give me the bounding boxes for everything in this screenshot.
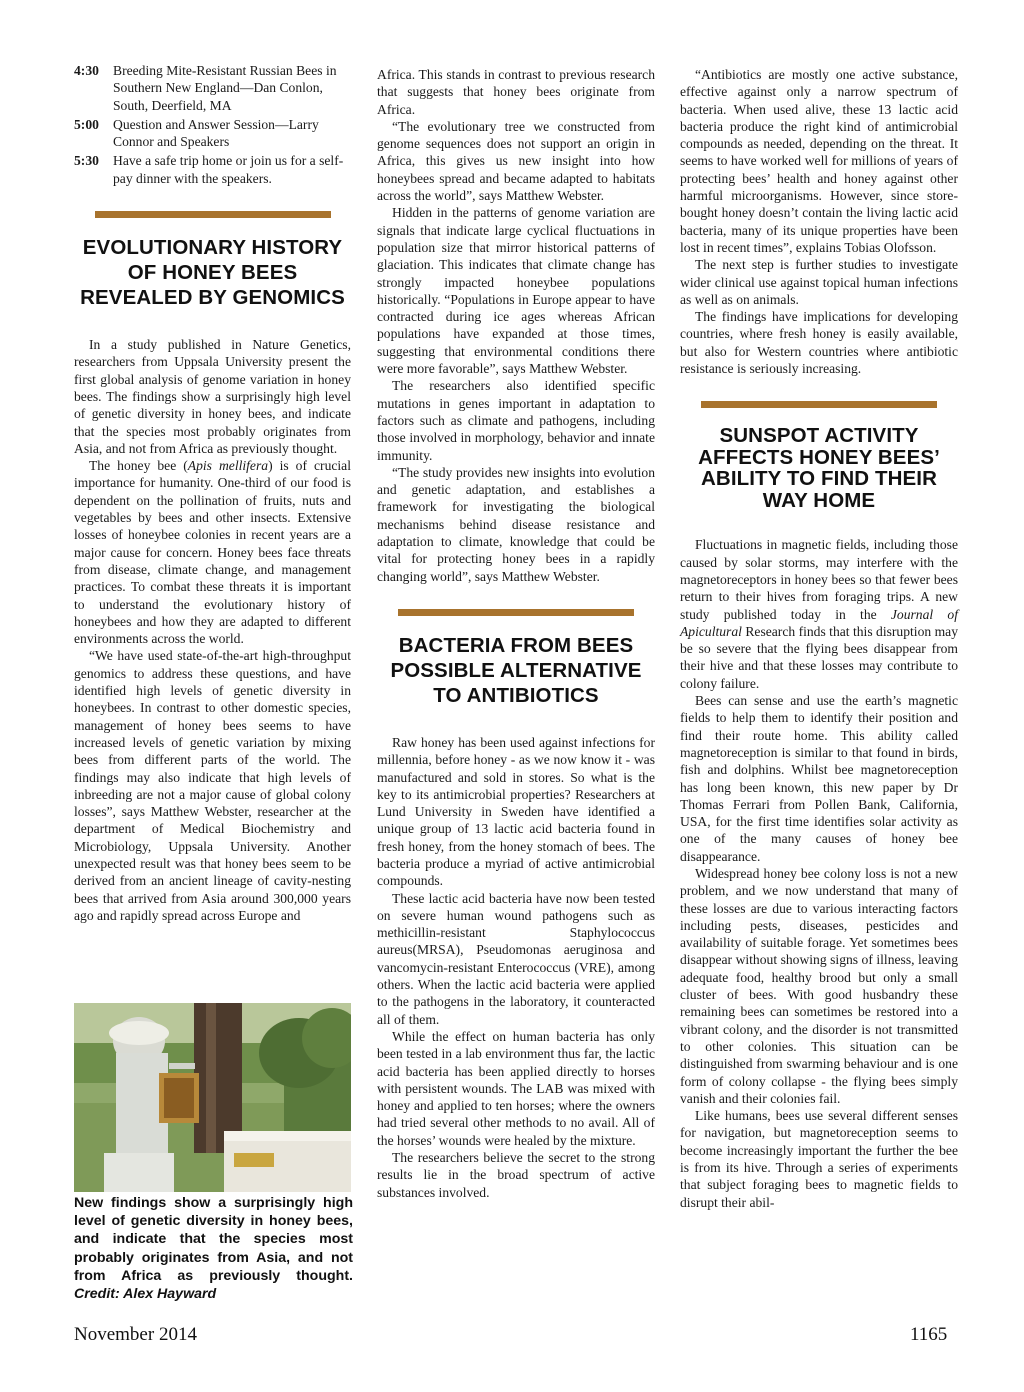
article-body-bacteria bbox=[377, 734, 655, 1201]
photo-caption bbox=[74, 1194, 353, 1303]
paragraph: Fluctuations in magnetic fields, including those caused by solar storms, may interfere with the magnetoreceptors in honey bees so that fewer bees return to their hives from foraging trips. A new study published today in the Journal of Apicultural Research finds that this disruption may be so severe that the flying bees disappear from their hive and that these losses may contribute to colony failure. bbox=[680, 537, 958, 691]
paragraph: Widespread honey bee colony loss is not a new problem, and we now understand that many of these losses are due to various interacting factors including pests, diseases, pesticides and availability of suitable forage. Yet sometimes bees disappear without showing signs of illness, leaving adequate food, healthy brood but only a small cluster of bees. With good husbandry these remaining bees can sometimes be restored into a vibrant colony, and the disorder is not transmitted to other colonies. This situation can be distinguished from swarming behaviour and is one form of colony collapse - the flying bees simply vanish and their colonies fail. bbox=[680, 865, 958, 1106]
page-number: 1165 bbox=[910, 1324, 948, 1345]
paragraph: Raw honey has been used against infections for millennia, before honey - as we now know it - was manufactured and sold in stores. So what is the key to its antimicrobial properties? Researchers at Lund University in Sweden have identified a unique group of 13 lactic acid bacteria found in fresh honey, from the honey stomach of bees. The bacteria produce a myriad of active antimicrobial compounds. bbox=[377, 734, 655, 889]
column-right bbox=[680, 66, 958, 1211]
schedule-time: 5:00 bbox=[74, 116, 99, 132]
paragraph: The next step is further studies to investigate wider clinical use against topical human infections as well as on animals. bbox=[680, 257, 958, 307]
paragraph: Hidden in the patterns of genome variation are signals that indicate large cyclical fluctuations in population size that mirror historical patterns of glaciation. This indicates that climate change has strongly impacted honeybee populations historically. “Populations in Europe appear to have contracted during ice ages whereas African populations have expanded at those times, suggesting that environmental conditions there were more favorable”, says Matthew Webster. bbox=[377, 205, 655, 377]
schedule-list bbox=[74, 62, 351, 187]
paragraph: “The evolutionary tree we constructed from genome sequences does not support an origin in Africa, this gives us new insight into how honeybees spread and became adapted to habitats across the world”, says Matthew Webster. bbox=[377, 118, 655, 204]
schedule-text: Question and Answer Session—Larry Connor and Speakers bbox=[113, 116, 319, 150]
schedule-text: Breeding Mite-Resistant Russian Bees in Southern New England—Dan Conlon, South, Deerfield, MA bbox=[113, 63, 337, 113]
schedule-text: Have a safe trip home or join us for a self-pay dinner with the speakers. bbox=[113, 153, 344, 186]
paragraph: In a study published in Nature Genetics, researchers from Uppsala University present the first global analysis of genome variation in honey bees. The findings show a surprisingly high level of genetic diversity in honey bees, and indicate that the species most probably originates from Asia, and not from Africa as previously thought. bbox=[74, 337, 351, 456]
paragraph: “Antibiotics are mostly one active substance, effective against only a narrow spectrum of bacteria. When used alive, these 13 lactic acid bacteria produce the right kind of antimicrobial compounds as needed, depending on the threat. It seems to have worked well for millions of years of protecting bees’ health and honey against other harmful microorganisms. However, since store-bought honey doesn’t contain the living lactic acid bacteria, many of its unique properties have been lost in recent times”, explains Tobias Olofsson. bbox=[680, 67, 958, 255]
column-middle bbox=[377, 66, 655, 1201]
paragraph: “We have used state-of-the-art high-throughput genomics to address these questions, and have identified high levels of genetic diversity in honeybees. In contrast to other domestic species, management of honey bees seems to have increased levels of genetic variation by mixing bees from different parts of the world. The findings may also indicate that high levels of inbreeding are not a major cause of global colony losses”, says Matthew Webster, researcher at the department of Medical Biochemistry and Microbiology, Uppsala University. Another unexpected result was that honey bees seem to be derived from an ancient lineage of cavity-nesting bees that arrived from Asia around 300,000 years ago and rapidly spread across Europe and bbox=[74, 648, 351, 923]
article-title-bacteria: BACTERIA FROM BEES POSSIBLE ALTERNATIVE TO ANTIBIOTICS bbox=[390, 633, 642, 707]
paragraph: The researchers also identified specific mutations in genes important in adaptation to factors such as climate and pathogens, including those involved in morphology, behavior and innate immunity. bbox=[377, 378, 655, 463]
paragraph: The researchers believe the secret to the strong results lie in the broad spectrum of active substances involved. bbox=[377, 1150, 655, 1200]
paragraph: Africa. This stands in contrast to previous research that suggests that honey bees originate from Africa. bbox=[377, 67, 655, 117]
column-left bbox=[74, 62, 351, 924]
section-divider bbox=[398, 609, 634, 616]
schedule-item bbox=[74, 152, 351, 187]
journal-name: Journal of Apicultural bbox=[680, 606, 958, 639]
paragraph: The honey bee (Apis mellifera) is of crucial importance for humanity. One-third of our food is dependent on the pollination of fruits, nuts and vegetables by bees and other insects. Extensive losses of honeybee colonies in recent years are a major cause for concern. Honey bees face threats from disease, climate change, and management practices. To combat these threats it is important to understand the evolutionary history of honeybees and how they are adapted to different environments across the world. bbox=[74, 458, 351, 647]
article-title-evolutionary-history: EVOLUTIONARY HISTORY OF HONEY BEES REVEALED BY GENOMICS bbox=[80, 236, 345, 310]
species-name: Apis mellifera bbox=[187, 458, 269, 474]
section-divider bbox=[701, 401, 937, 408]
article-body-sunspot bbox=[680, 536, 958, 1211]
paragraph: The findings have implications for developing countries, where fresh honey is easily available, but also for Western countries where antibiotic resistance is seriously increasing. bbox=[680, 309, 958, 377]
schedule-item bbox=[74, 116, 351, 151]
section-divider bbox=[95, 211, 331, 218]
beekeeper-photo bbox=[74, 1003, 351, 1192]
paragraph: Like humans, bees use several different senses for navigation, but magnetoreception seems to become increasingly important the further the bee is from its hive. Through a series of experiments that subject foraging bees to magnetic fields to disrupt their abil- bbox=[680, 1108, 958, 1210]
article-title-sunspot: SUNSPOT ACTIVITY AFFECTS HONEY BEES’ ABILITY TO FIND THEIR WAY HOME bbox=[698, 424, 940, 512]
article-body-evolutionary-history bbox=[74, 336, 351, 924]
paragraph: Bees can sense and use the earth’s magnetic fields to help them to identify their position and find their route home. This ability called magnetoreception is similar to that found in birds, fish and dolphins. Whilst bee magnetoreception has long been known, this new paper by Dr Thomas Ferrari from Pollen Bank, California, USA, for the first time identifies solar activity as one of the many causes of honey bee disappearance. bbox=[680, 693, 958, 864]
schedule-time: 4:30 bbox=[74, 63, 99, 78]
paragraph: These lactic acid bacteria have now been tested on severe human wound pathogens such as methicillin-resistant Staphylococcus aureus(MRSA), Pseudomonas aeruginosa and vancomycin-resistant Enterococcus (VRE), among others. When the lactic acid bacteria were applied to the pathogens in the laboratory, it counteracted all of them. bbox=[377, 890, 655, 1027]
footer-date: November 2014 bbox=[74, 1324, 197, 1345]
paragraph: While the effect on human bacteria has only been tested in a lab environment thus far, the lactic acid bacteria has been applied directly to horses with persistent wounds. The LAB was mixed with honey and applied to ten horses; where the owners had tried several other methods to no avail. All of the horses’ wounds were healed by the mixture. bbox=[377, 1028, 655, 1148]
caption-text: New findings show a surprisingly high level of genetic diversity in honey bees, and indicate that the species most probably originates from Asia, and not from Africa as previously thought. bbox=[74, 1195, 353, 1284]
schedule-time: 5:30 bbox=[74, 153, 99, 169]
schedule-item bbox=[74, 62, 351, 114]
photo-credit: Credit: Alex Hayward bbox=[74, 1286, 217, 1303]
paragraph: “The study provides new insights into evolution and genetic adaptation, and establishes a framework for investigating the biological mechanisms behind disease resistance and adaptation to climate, knowledge that could be vital for protecting honey bees in a rapidly changing world”, says Matthew Webster. bbox=[377, 464, 655, 584]
